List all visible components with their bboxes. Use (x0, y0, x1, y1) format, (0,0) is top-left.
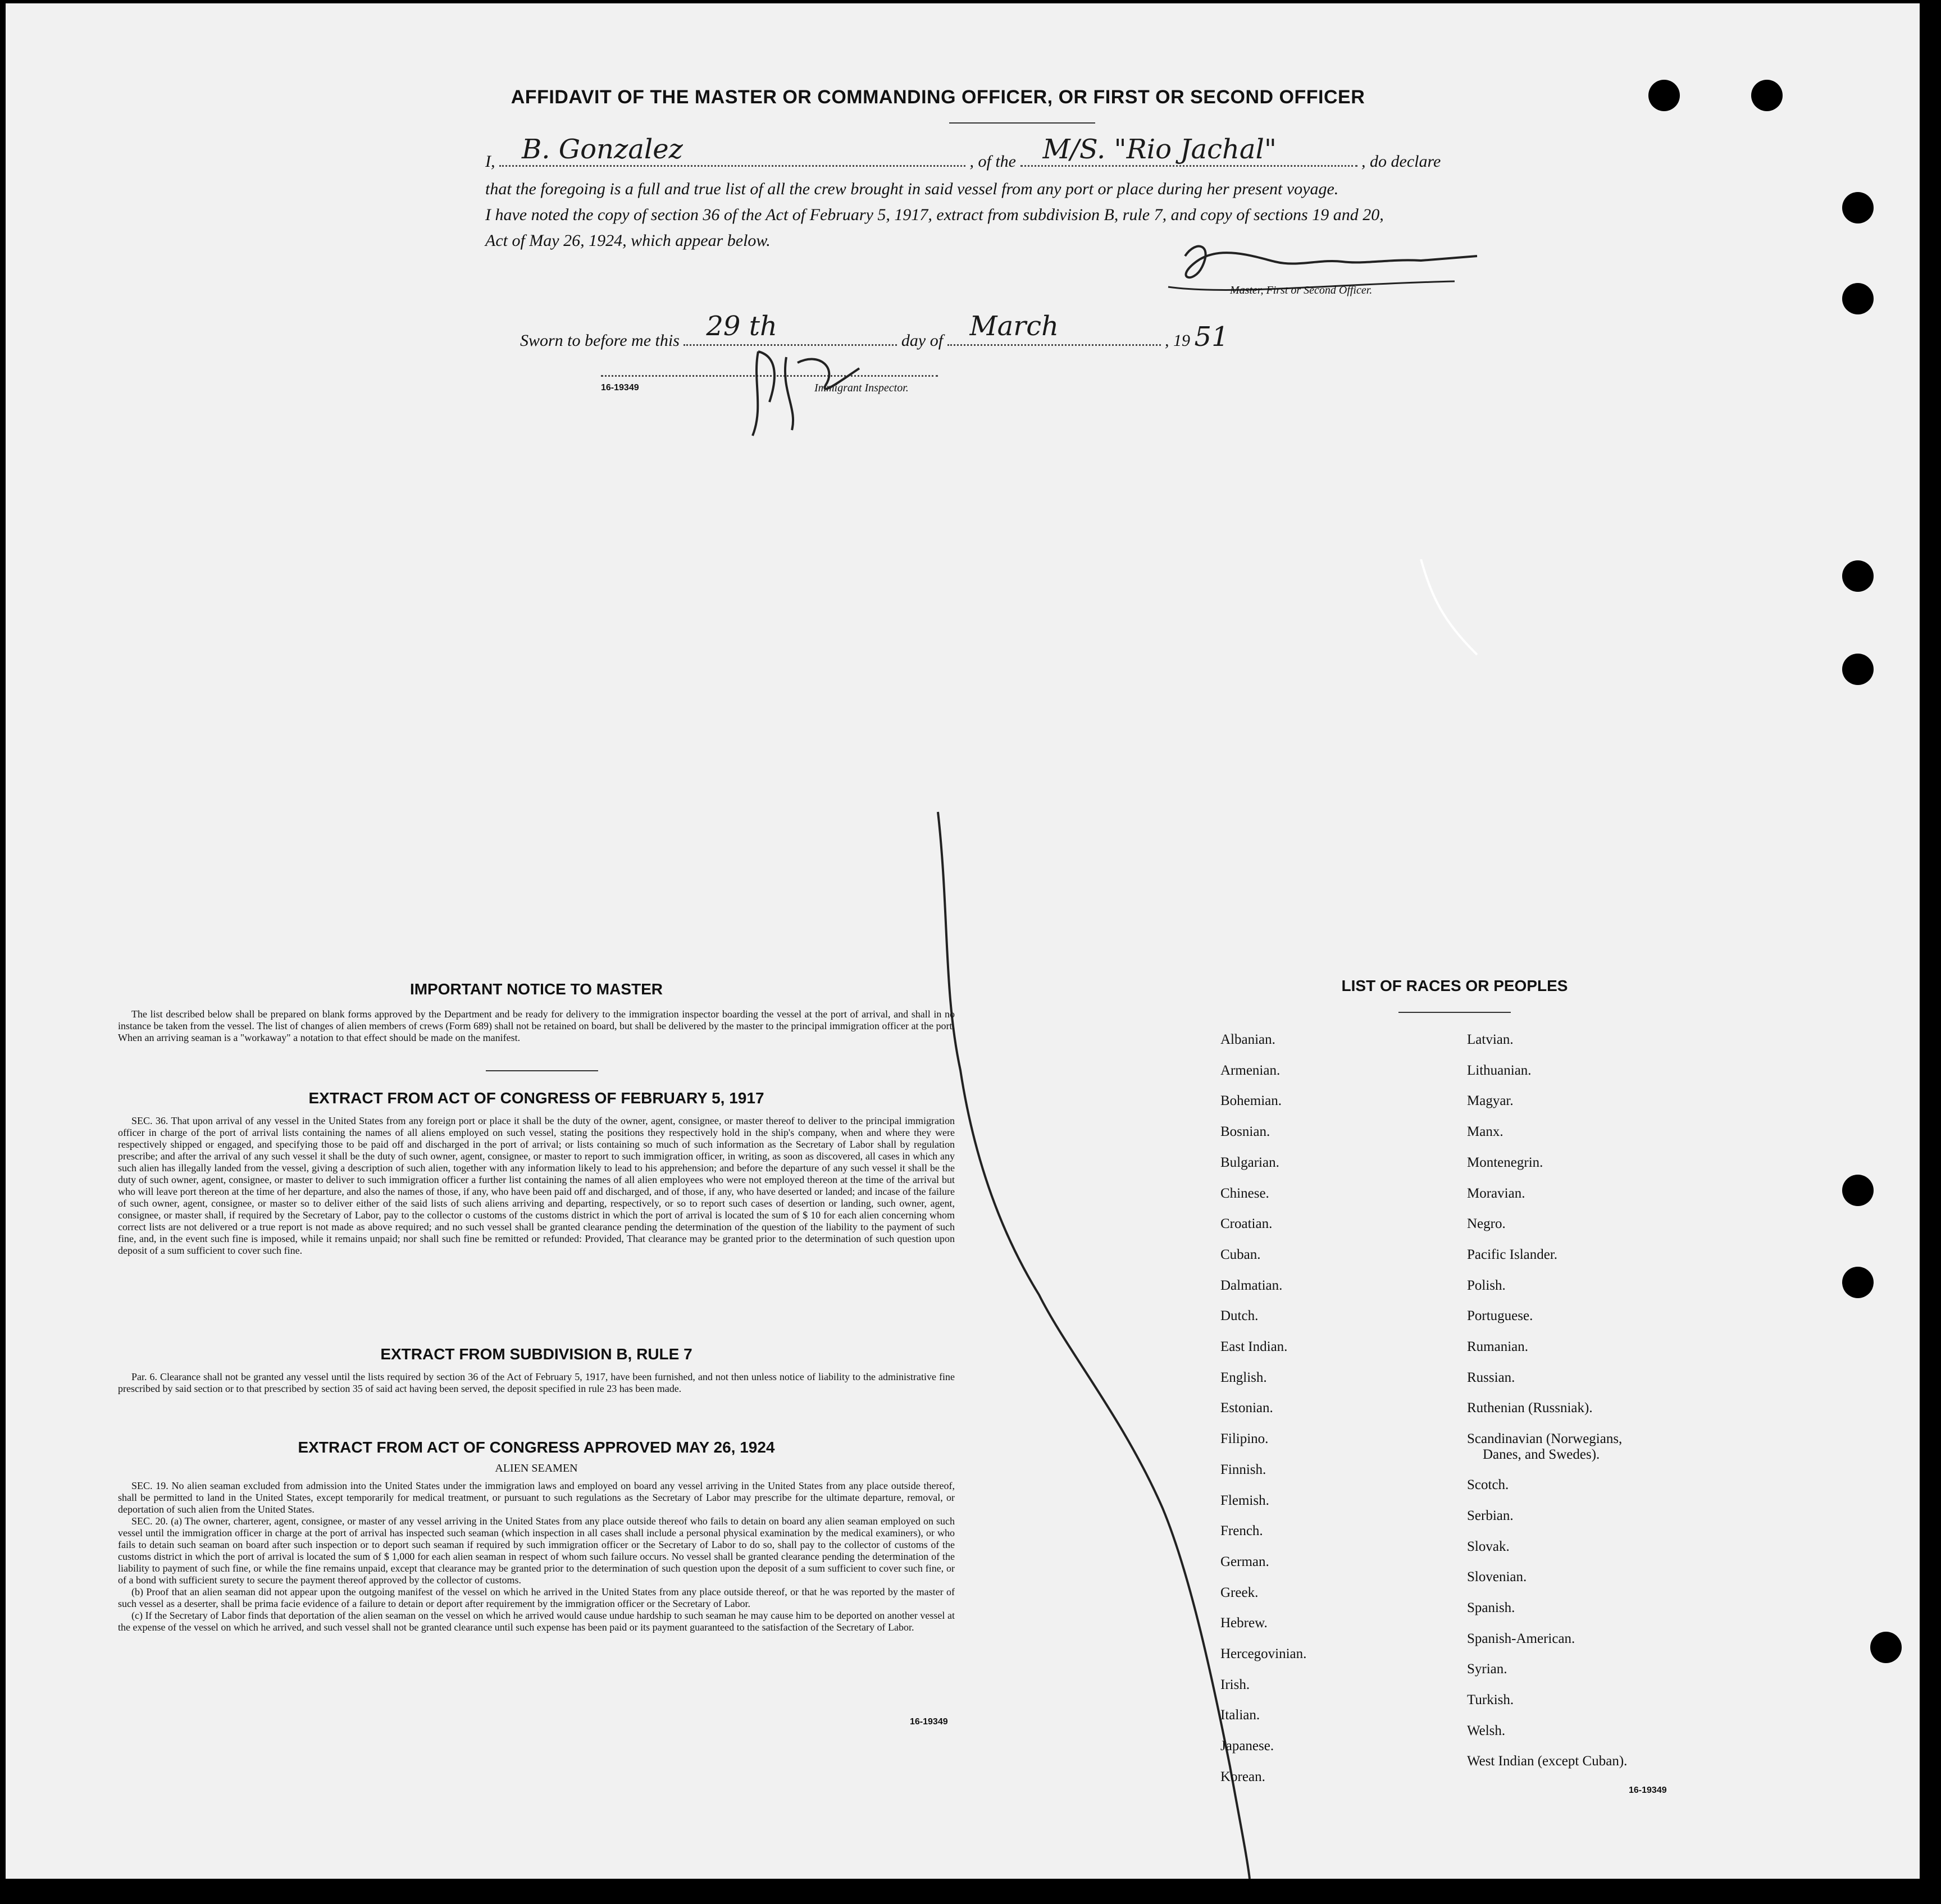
act-1917-title: EXTRACT FROM ACT OF CONGRESS OF FEBRUARY 5, 1917 (308, 1089, 764, 1107)
notice-body (118, 1008, 955, 1044)
race-item: Italian. (1220, 1707, 1260, 1723)
race-item: Filipino. (1220, 1431, 1269, 1447)
race-item: Latvian. (1467, 1032, 1514, 1047)
race-item: German. (1220, 1554, 1269, 1569)
race-item: French. (1220, 1523, 1263, 1539)
act-1924-title: EXTRACT FROM ACT OF CONGRESS APPROVED MAY 26, 1924 (298, 1439, 775, 1456)
race-item: East Indian. (1220, 1339, 1288, 1354)
year-handwritten: 51 (1194, 321, 1229, 353)
divider (486, 1070, 598, 1071)
race-item: Montenegrin. (1467, 1154, 1543, 1170)
declaration-line (485, 134, 1519, 171)
declaration-line-2: that the foregoing is a full and true list of all the crew brought in said vessel from any port or place during her present voyage. (485, 180, 1339, 198)
race-item: Cuban. (1220, 1246, 1261, 1262)
declaration-line-3: I have noted the copy of section 36 of the Act of February 5, 1917, extract from subdivision B, rule 7, and copy of sections 19 and 20, (485, 206, 1384, 224)
rule-7-body (118, 1371, 955, 1395)
race-item: Estonian. (1220, 1400, 1273, 1416)
race-item: Hebrew. (1220, 1615, 1268, 1631)
race-item: Korean. (1220, 1769, 1265, 1784)
race-item: Bosnian. (1220, 1124, 1270, 1140)
race-item: Rumanian. (1467, 1339, 1529, 1354)
inspector-label: Immigrant Inspector. (814, 382, 909, 394)
race-item: Albanian. (1220, 1032, 1275, 1047)
race-item: Bohemian. (1220, 1093, 1282, 1109)
inspector-signature (736, 335, 904, 447)
race-item: Magyar. (1467, 1093, 1514, 1109)
month-handwritten: March (969, 311, 1059, 342)
races-form-number: 16-19349 (1629, 1786, 1667, 1795)
day-of-label: day of (901, 331, 944, 350)
document-page (6, 3, 1920, 1879)
race-item: Danes, and Swedes). (1483, 1447, 1600, 1463)
races-underline (1398, 1012, 1511, 1013)
race-item: Syrian. (1467, 1661, 1507, 1677)
race-item: Welsh. (1467, 1723, 1506, 1738)
act-1924-sec-20b: (b) Proof that an alien seaman did not appear upon the outgoing manifest of the vessel on which he arrived in the United States from any place outside thereof, or that he was reported by the master of such vessel as a deserter, shall be prima facie evidence of a failure to detain or deport after requirement by the immigration officer or the Secretary of Labor. (118, 1586, 955, 1609)
race-item: Dalmatian. (1220, 1277, 1283, 1293)
declaration-line-4: Act of May 26, 1924, which appear below. (485, 231, 771, 250)
race-item: Russian. (1467, 1369, 1515, 1385)
notice-title: IMPORTANT NOTICE TO MASTER (409, 980, 663, 998)
year-prefix: , 19 (1165, 331, 1191, 350)
race-item: Spanish-American. (1467, 1631, 1575, 1646)
race-item: Turkish. (1467, 1692, 1514, 1708)
race-item: Spanish. (1467, 1600, 1515, 1615)
i-label: I, (485, 152, 495, 171)
race-item: Polish. (1467, 1277, 1506, 1293)
act-1924-form-number: 16-19349 (910, 1717, 948, 1727)
race-item: Armenian. (1220, 1062, 1281, 1078)
name-field (499, 134, 965, 167)
race-item: Flemish. (1220, 1492, 1269, 1508)
act-1924-subtitle: ALIEN SEAMEN (495, 1462, 578, 1474)
race-item: Irish. (1220, 1677, 1250, 1692)
rule-7-paragraph: Par. 6. Clearance shall not be granted any vessel until the lists required by section 36 of the Act of February 5, 1917, have been furnished, and not then unless notice of liability to the administrative fine prescribed by said section or to that prescribed by section 35 of said act having been served, the deposit specified in rule 23 has been made. (118, 1371, 955, 1394)
race-item: Manx. (1467, 1124, 1503, 1140)
master-name-handwritten: B. Gonzalez (522, 134, 683, 165)
day-handwritten: 29 th (706, 311, 777, 342)
race-item: Pacific Islander. (1467, 1246, 1558, 1262)
act-1924-body (118, 1480, 955, 1633)
race-item: Hercegovinian. (1220, 1646, 1307, 1661)
month-field (947, 311, 1161, 346)
race-item: Scandinavian (Norwegians, (1467, 1431, 1623, 1447)
sworn-line (520, 311, 1306, 353)
race-item: Finnish. (1220, 1462, 1266, 1477)
act-1924-sec-20a: SEC. 20. (a) The owner, charterer, agent, consignee, or master of any vessel arriving in the United States from any place outside thereof who fails to detain on board any alien seaman employed on such vessel until the immigration officer in charge at the port of arrival has inspected such seaman (which inspection in all cases shall include a personal physical examination by the medical examiners), or who fails to detain such seaman on board after such inspection or to deport such seaman if required by such immigration officer or the Secretary of Labor to do so, shall pay to the collector of customs of the customs district in which the port of arrival is located the sum of $ 1,000 for each alien seaman in respect of whom such failure occurs. No vessel shall be granted clearance pending the determination of the liability to payment of such fine, or while the fine remains unpaid, except that clearance may be granted prior to the determination of such question upon the deposit of a sum sufficient to cover such fine, or of a bond with sufficient surety to secure the payment thereof approved by the collector of customs. (118, 1515, 955, 1586)
vessel-name-handwritten: M/S. "Rio Jachal" (1042, 134, 1277, 165)
races-title: LIST OF RACES OR PEOPLES (1341, 977, 1568, 994)
sworn-label: Sworn to before me this (520, 331, 680, 350)
act-1917-paragraph: SEC. 36. That upon arrival of any vessel in the United States from any foreign port or place it shall be the duty of the owner, agent, consignee, or master thereof to deliver to the principal immigration officer in charge of the port of arrival lists containing the names of all aliens employed on such vessel, stating the positions they respectively hold in the ship's company, when and where they were respectively shipped or engaged, and specifying those to be paid off and discharged in the port of arrival; or lists containing so much of such information as the Secretary of Labor shall by regulation prescribe; and after the arrival of any such vessel it shall be the duty of such owner, agent, consignee, or master to report to such immigration officer, in writing, as soon as discovered, all cases in which any such alien has illegally landed from the vessel, giving a description of such alien, together with any information likely to lead to his apprehension; and before the departure of any such vessel it shall be the duty of such owner, agent, consignee, or master to deliver to such immigration officer a further list containing the names of all alien employees who were not employed thereon at the time of the arrival but who will leave port thereon at the time of her departure, and also the names of those, if any, who have been paid off and discharged, and of those, if any, who have deserted or landed; and incase of the failure of such owner, agent, consignee, or master so to deliver either of the said lists of such aliens arriving and departing, respectively, or so to report such cases of desertion or landing, such owner, agent, consignee, or master shall, if required by the Secretary of Labor, pay to the collector o customs of the customs district in which the port of arrival is located the sum of $ 10 for each alien concerning whom correct lists are not delivered or a true report is not made as above required; and no such vessel shall be granted clearance pending the determination of the question of the liability to the payment of such fine, and, in the event such fine is imposed, while it remains unpaid; nor shall such fine be remitted or refunded: Provided, That clearance may be granted prior to the determination of such question upon deposit of a sum sufficient to cover such fine. (118, 1115, 955, 1256)
race-item: Chinese. (1220, 1185, 1269, 1201)
act-1917-body (118, 1115, 955, 1257)
race-item: West Indian (except Cuban). (1467, 1754, 1628, 1769)
act-1924-sec-20c: (c) If the Secretary of Labor finds that deportation of the alien seaman on the vessel on which he arrived would cause undue hardship to such seaman he may cause him to be deported on another vessel at the expense of the vessel on which he arrived, and such vessel shall not be granted clearance until such expense has been paid or its payment guaranteed to the satisfaction of the Secretary of Labor. (118, 1610, 955, 1633)
vessel-field (1020, 134, 1357, 167)
race-item: Greek. (1220, 1585, 1259, 1600)
affidavit-title: AFFIDAVIT OF THE MASTER OR COMMANDING OFFICER, OR FIRST OR SECOND OFFICER (511, 86, 1365, 108)
race-item: Ruthenian (Russniak). (1467, 1400, 1593, 1416)
do-declare-label: , do declare (1361, 152, 1441, 171)
race-item: Portuguese. (1467, 1308, 1533, 1324)
officer-label: Master, First or Second Officer. (1230, 284, 1373, 296)
race-item: Slovak. (1467, 1538, 1510, 1554)
of-the-label: , of the (969, 152, 1016, 171)
race-item: Japanese. (1220, 1738, 1274, 1754)
race-item: Dutch. (1220, 1308, 1259, 1324)
act-1924-sec-19: SEC. 19. No alien seaman excluded from admission into the United States under the immigration laws and employed on board any vessel arriving in the United States from any place outside thereof, shall be permitted to land in the United States, except temporarily for medical treatment, or pursuant to such regulations as the Secretary of Labor may prescribe for the ultimate departure, removal, or deportation of such alien from the United States. (118, 1480, 955, 1515)
race-item: Serbian. (1467, 1508, 1514, 1523)
race-item: Scotch. (1467, 1477, 1509, 1493)
race-item: English. (1220, 1369, 1267, 1385)
race-item: Lithuanian. (1467, 1062, 1532, 1078)
rule-7-title: EXTRACT FROM SUBDIVISION B, RULE 7 (380, 1345, 692, 1363)
race-item: Slovenian. (1467, 1569, 1527, 1585)
race-item: Bulgarian. (1220, 1154, 1279, 1170)
title-underline (949, 122, 1095, 124)
race-item: Croatian. (1220, 1216, 1273, 1232)
affidavit-form-number: 16-19349 (601, 383, 639, 392)
notice-paragraph: The list described below shall be prepared on blank forms approved by the Department and be ready for delivery to the immigration inspector boarding the vessel at the port of arrival, and shall in no instance be taken from the vessel. The list of changes of alien members of crews (Form 689) shall not be retained on board, but shall be delivered by the master to the principal immigration officer at the port. When an arriving seaman is a "workaway" a notation to that effect should be made on the manifest. (118, 1008, 955, 1043)
race-item: Negro. (1467, 1216, 1506, 1232)
race-item: Moravian. (1467, 1185, 1525, 1201)
